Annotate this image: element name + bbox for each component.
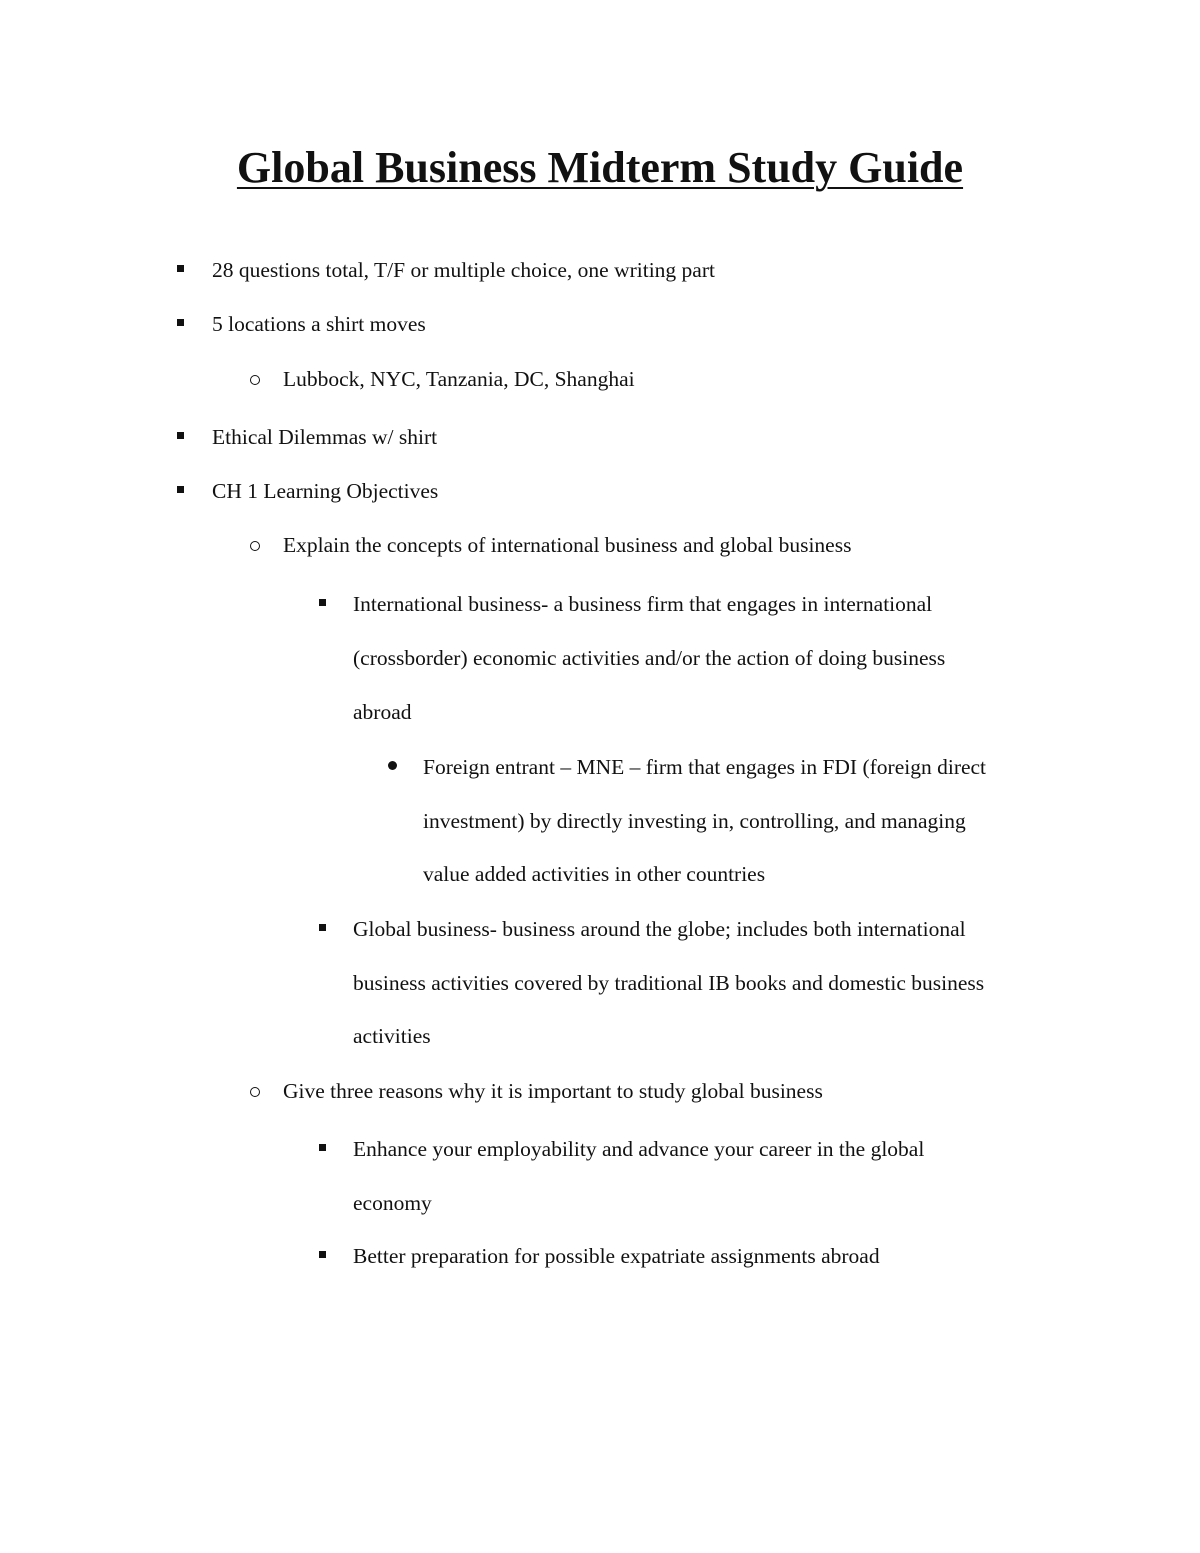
bullet-text: International business- a business firm that engages in international [353, 592, 933, 616]
round-bullet-icon [388, 761, 397, 770]
bullet-text: Global business- business around the globe; includes both international [353, 917, 966, 941]
bullet-text-continuation: value added activities in other countries [423, 862, 766, 886]
square-bullet-icon [319, 924, 326, 931]
bullet-text: Explain the concepts of international business and global business [283, 533, 852, 557]
bullet-text: Ethical Dilemmas w/ shirt [212, 425, 438, 449]
circle-bullet-icon [250, 541, 260, 551]
circle-bullet-icon [250, 1087, 260, 1097]
square-bullet-icon [319, 599, 326, 606]
bullet-text: Enhance your employability and advance your career in the global [353, 1137, 925, 1161]
bullet-text-continuation: activities [353, 1024, 431, 1048]
bullet-text: 28 questions total, T/F or multiple choice, one writing part [212, 258, 715, 282]
bullet-text-continuation: economy [353, 1191, 432, 1215]
square-bullet-icon [319, 1251, 326, 1258]
bullet-text-continuation: (crossborder) economic activities and/or the action of doing business [353, 646, 946, 670]
square-bullet-icon [177, 432, 184, 439]
bullet-text: Give three reasons why it is important to study global business [283, 1079, 823, 1103]
circle-bullet-icon [250, 375, 260, 385]
bullet-text-continuation: business activities covered by traditional IB books and domestic business [353, 971, 985, 995]
bullet-text: Better preparation for possible expatriate assignments abroad [353, 1244, 880, 1268]
bullet-text-continuation: abroad [353, 700, 412, 724]
bullet-text: CH 1 Learning Objectives [212, 479, 439, 503]
bullet-text: Lubbock, NYC, Tanzania, DC, Shanghai [283, 367, 635, 391]
bullet-text: Foreign entrant – MNE – firm that engages in FDI (foreign direct [423, 755, 987, 779]
bullet-text: 5 locations a shirt moves [212, 312, 426, 336]
square-bullet-icon [177, 265, 184, 272]
page-title: Global Business Midterm Study Guide [236, 143, 964, 192]
square-bullet-icon [177, 319, 184, 326]
square-bullet-icon [319, 1144, 326, 1151]
bullet-text-continuation: investment) by directly investing in, controlling, and managing [423, 809, 966, 833]
square-bullet-icon [177, 486, 184, 493]
